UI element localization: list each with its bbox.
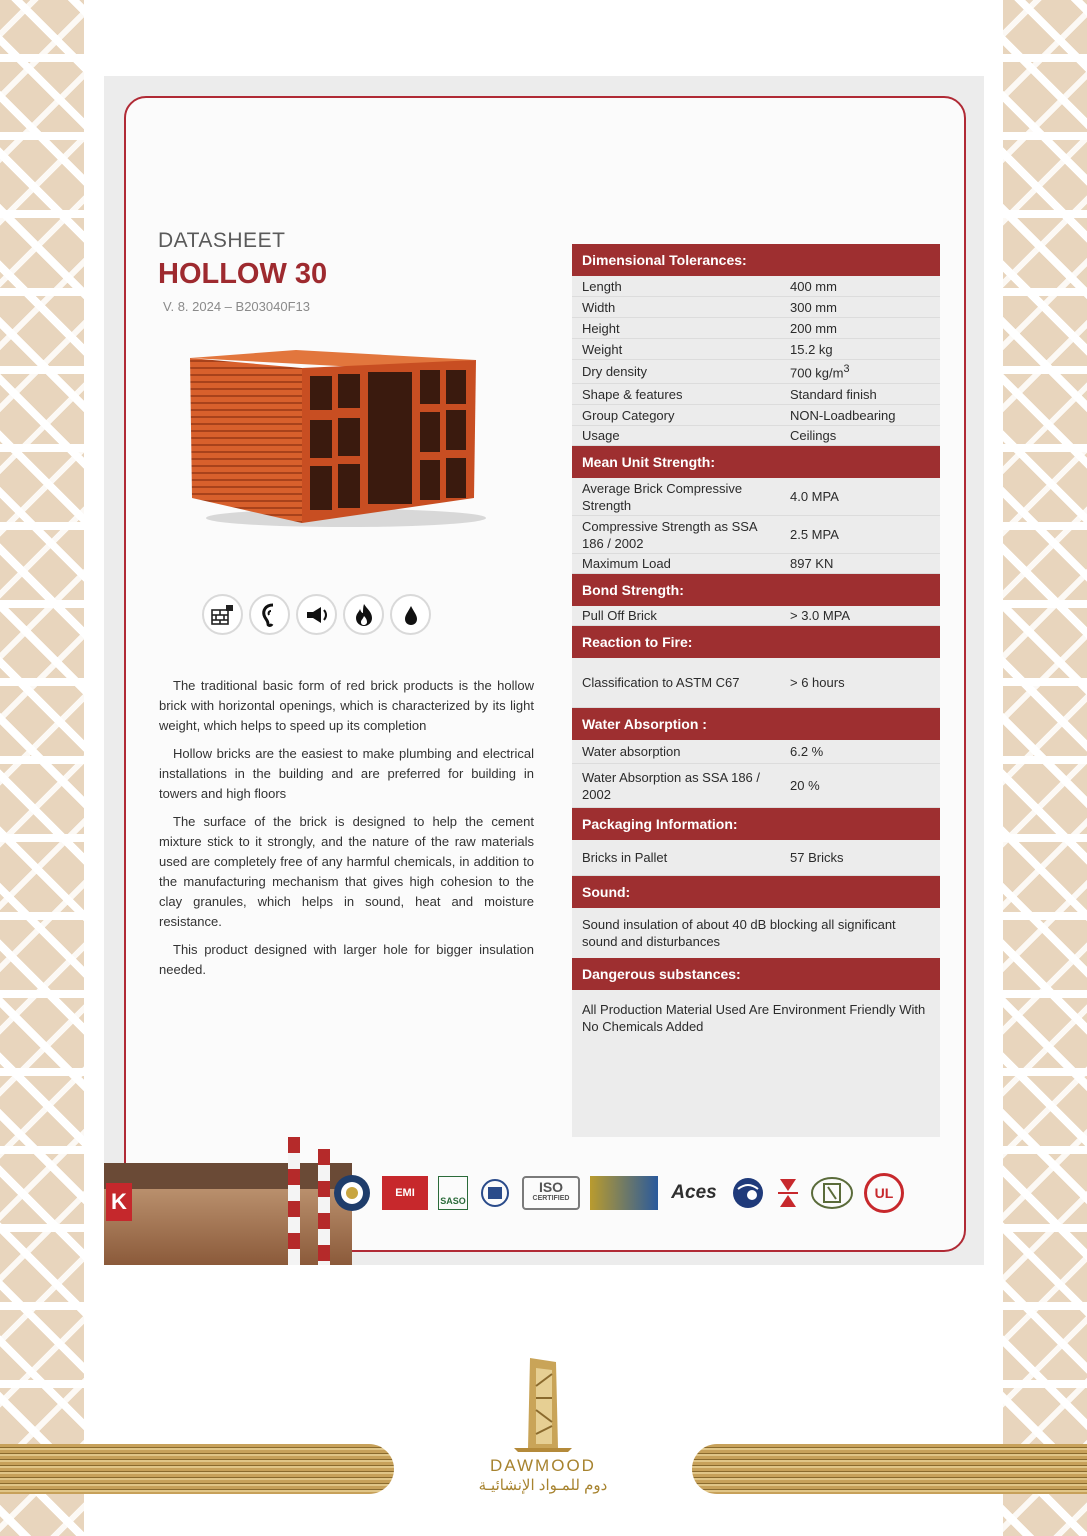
datasheet-label: DATASHEET [158,229,286,252]
spec-row [572,740,940,764]
ul-cert-logo: UL [864,1173,904,1213]
density-value: 700 kg/m [790,365,844,381]
acoustic-ear-icon [249,594,290,635]
spec-key: Average Brick Compressive Strength [582,480,743,513]
brand-name-latin: DAWMOOD [490,1456,596,1475]
spec-key: Water Absorption as SSA 186 / 2002 [582,769,761,802]
spec-row [572,840,940,876]
section-header-bond: Bond Strength: [572,574,940,606]
spec-key: Dry density [582,364,648,379]
section-header-dangerous: Dangerous substances: [572,958,940,990]
spec-row [572,516,940,554]
description-paragraph: The surface of the brick is designed to help the cement mixture stick to it strongly, and the nature of the raw materials used are completely free of any harmful chemicals, in addition to the manufacturing mechanism that gives high cohesion to the clay granules, which helps in sound, heat and moisture resistance. [159,814,534,929]
factory-chimney [288,1137,300,1265]
seal-cert-icon [332,1176,372,1210]
product-title: HOLLOW 30 [158,258,328,290]
dangerous-note: All Production Material Used Are Environment Friendly With No Chemicals Added [582,1002,926,1034]
description-paragraph: Hollow bricks are the easiest to make plumbing and electrical installations in the building and are preferred for building in towers and high floors [159,746,534,801]
description-paragraph: This product designed with larger hole for bigger insulation needed. [159,942,534,977]
quality-cert-badge [590,1176,658,1210]
section-header-sound: Sound: [572,876,940,908]
spec-row [572,297,940,318]
spec-value: 4.0 MPA [790,489,839,504]
globe-cert-icon [730,1176,766,1210]
spec-key: Group Category [582,407,675,423]
section-header-packaging: Packaging Information: [572,808,940,840]
spec-key: Bricks in Pallet [582,850,668,865]
spec-value: > 6 hours [790,675,845,690]
hollow-brick-image [186,348,486,528]
spec-key: Classification to ASTM C67 [582,675,740,690]
spec-row [572,426,940,446]
certification-strip [104,1135,984,1265]
decorative-border-left [0,0,84,1536]
spec-row [572,554,940,574]
decorative-border-right [1003,0,1087,1536]
factory-logo-letter: K [106,1183,132,1221]
water-drop-icon [390,594,431,635]
spec-row [572,405,940,426]
product-description [159,676,534,988]
factory-photo [104,1163,352,1265]
spec-value: > 3.0 MPA [790,608,851,623]
sound-note: Sound insulation of about 40 dB blocking all significant sound and disturbances [582,917,896,949]
feature-icons [202,594,431,635]
spec-key: Weight [582,341,623,357]
spec-key: Pull Off Brick [582,608,657,623]
section-header-strength: Mean Unit Strength: [572,446,940,478]
spec-key: Length [582,278,622,294]
spec-value: 400 mm [790,278,837,294]
spec-key: Width [582,299,616,315]
spec-row [572,339,940,360]
spec-key: Water absorption [582,744,681,759]
spec-key: Height [582,320,620,336]
section-header-water: Water Absorption : [572,708,940,740]
astm-cert-icon [478,1176,512,1210]
spec-table [572,244,940,1137]
section-header-fire: Reaction to Fire: [572,626,940,658]
fire-icon [343,594,384,635]
brick-wall-icon [202,594,243,635]
spec-value: 57 Bricks [790,850,844,865]
megaphone-icon [296,594,337,635]
density-exponent: 3 [843,363,850,376]
emi-cert-logo: EMI [382,1176,428,1210]
iso-cert-title: ISO [538,1179,564,1195]
arrows-cert-icon [776,1176,800,1210]
certification-logos [332,1173,904,1213]
spec-row [572,478,940,516]
saso-cert-logo: SASO [438,1176,468,1210]
spec-row [572,764,940,808]
aces-cert-logo: Aces [671,1182,717,1203]
spec-value: 300 mm [790,299,837,315]
spec-row [572,606,940,626]
spec-value: 200 mm [790,320,837,336]
spec-row [572,318,940,339]
factory-roof [104,1163,352,1189]
spec-value: 2.5 MPA [790,527,839,542]
spec-key: Compressive Strength as SSA 186 / 2002 [582,518,757,551]
spec-key: Maximum Load [582,556,671,571]
spec-key: Shape & features [582,386,683,402]
gold-stripe-left [0,1444,394,1494]
factory-chimney [318,1149,330,1265]
spec-row [572,360,940,384]
spec-row [572,658,940,708]
iso-cert-logo [522,1176,580,1210]
section-header-dimensional: Dimensional Tolerances: [572,244,940,276]
spec-value: 20 % [790,778,820,793]
spec-row [572,384,940,405]
spec-value: 15.2 kg [790,341,833,357]
spec-value: Standard finish [790,386,877,402]
spec-value: 897 KN [790,556,834,571]
description-paragraph: The traditional basic form of red brick products is the hollow brick with horizontal openings, which is characterized by its light weight, which helps to speed up its completion [159,678,534,733]
spec-row [572,276,940,297]
brand-name-arabic: دوم للمـواد الإنشائيـة [478,1477,608,1494]
spec-value [780,361,940,381]
spec-value: NON-Loadbearing [790,407,896,423]
spec-key: Usage [582,428,620,443]
version-code: V. 8. 2024 – B203040F13 [163,299,310,314]
iso-cert-subtitle: CERTIFIED [532,1195,570,1202]
spec-value: 6.2 % [790,744,824,759]
gold-stripe-right [692,1444,1087,1494]
emblem-cert-icon [810,1176,854,1210]
spec-value: Ceilings [790,428,837,443]
